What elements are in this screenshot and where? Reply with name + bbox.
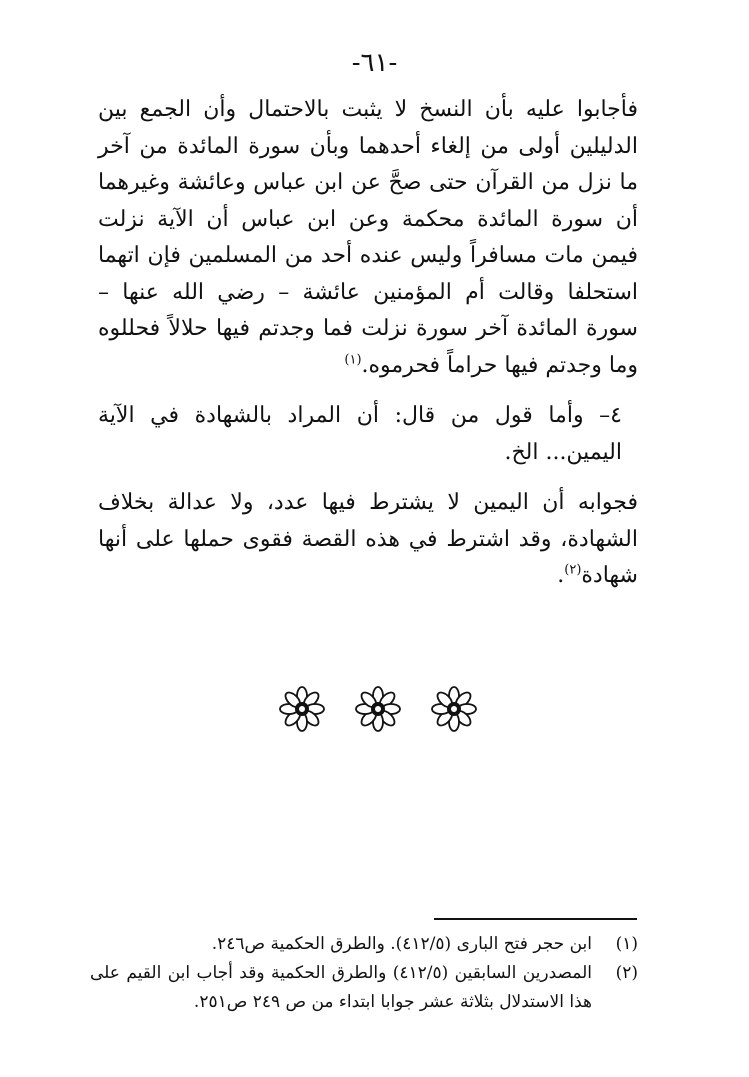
flower-ornament-icon: [354, 685, 402, 733]
footnote-1: [90, 930, 638, 959]
footnote-text: المصدرين السابقين (٤١٢/٥) والطرق الحكمية وقد أجاب ابن القيم على هذا الاستدلال بثلاثة عشر جوابا ابتداء من ص ٢٤٩ ص٢٥١.: [90, 963, 592, 1012]
body-text: [98, 92, 638, 595]
paragraph-3-end: .: [557, 563, 565, 588]
paragraph-1-text: فأجابوا عليه بأن النسخ لا يثبت بالاحتمال وأن الجمع بين الدليلين أولى من إلغاء أحدهما وبأن سورة المائدة من آخر ما نزل من القرآن حتى صحَّ عن ابن عباس وعائشة وغيرهما أن سورة المائدة محكمة وعن ابن عباس أن الآية نزلت فيمن مات مسافراً وليس عنده أحد من المسلمين فإن اتهما استحلفا وقالت أم المؤمنين عائشة – رضي الله عنها – سورة المائدة آخر سورة نزلت فما وجدتم فيها حلالاً فحللوه وما وجدتم فيها حراماً فحرموه.: [98, 97, 638, 378]
flower-ornament-icon: [278, 685, 326, 733]
paragraph-3-text: فجوابه أن اليمين لا يشترط فيها عدد، ولا عدالة بخلاف الشهادة، وقد اشترط في هذه القصة فقوى حملها على أنها شهادة: [98, 490, 638, 588]
paragraph-1: [98, 92, 638, 384]
footnote-ref-2: (٢): [564, 562, 582, 578]
footnotes: [90, 930, 638, 1017]
page-number: -٦١-: [351, 48, 398, 78]
footnote-2: [90, 959, 638, 1017]
flower-ornament-icon: [430, 685, 478, 733]
paragraph-2: ٤– وأما قول من قال: أن المراد بالشهادة في الآية اليمين... الخ.: [98, 403, 622, 465]
footnote-text: ابن حجر فتح البارى (٤١٢/٥). والطرق الحكمية ص٢٤٦.: [211, 934, 592, 954]
paragraph-3: [98, 485, 638, 595]
footnote-number: (١): [615, 934, 638, 954]
footnote-number: (٢): [615, 963, 638, 983]
ornament-divider: [278, 684, 478, 734]
footnote-separator: [434, 918, 637, 920]
footnote-ref-1: (١): [344, 352, 362, 368]
